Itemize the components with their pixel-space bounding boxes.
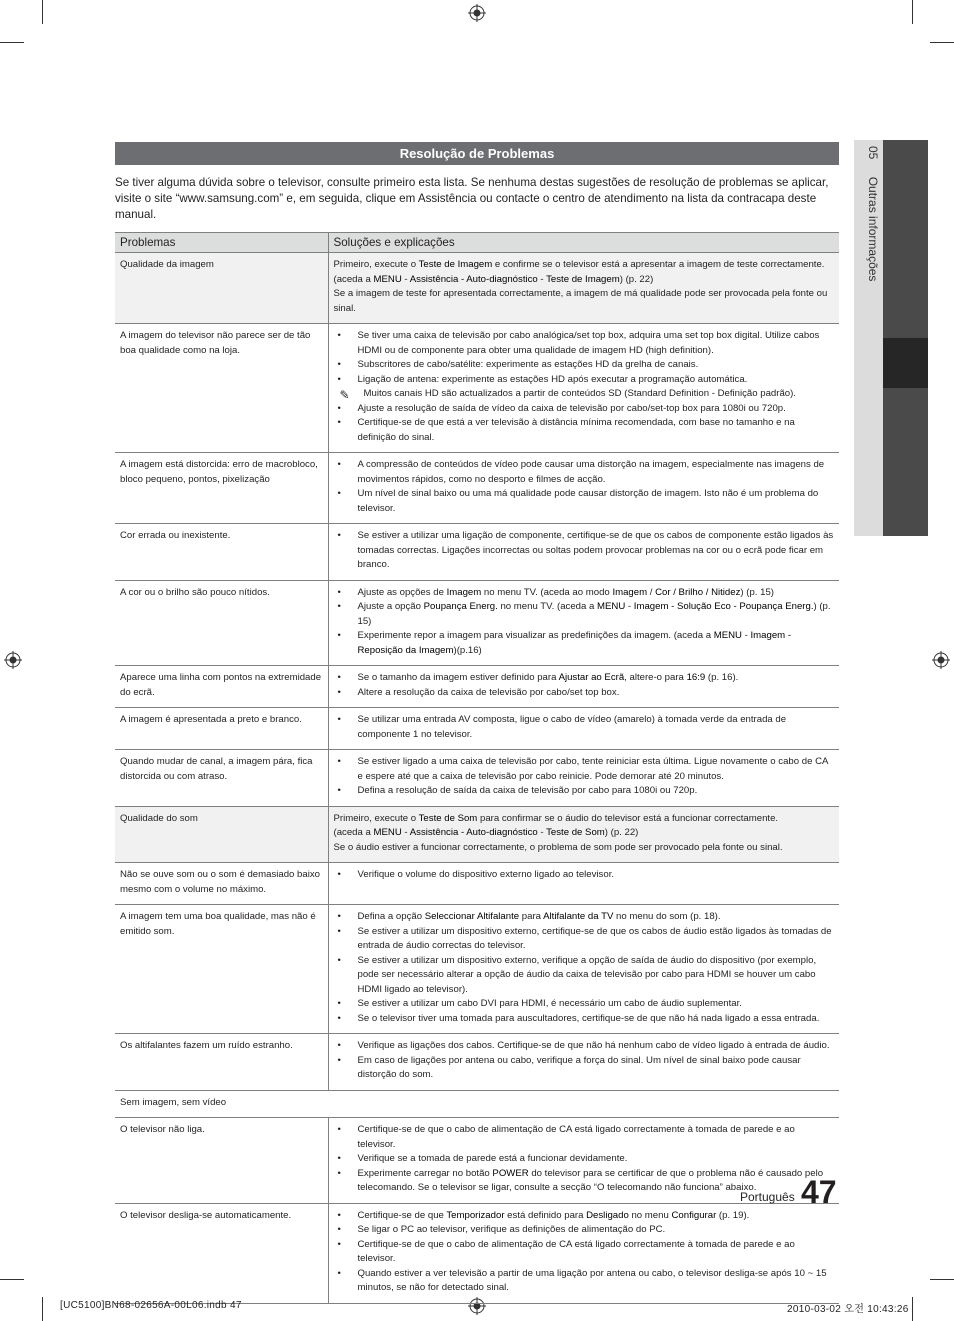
solution-cell — [328, 1203, 839, 1303]
text: no menu — [628, 1209, 672, 1221]
text: está definido para — [504, 1209, 587, 1221]
text: Certifique-se de que — [357, 1209, 447, 1221]
bold-text: MENU — [373, 827, 402, 838]
problem-cell: Aparece uma linha com pontos na extremidade do ecrã. — [115, 666, 328, 708]
text: Defina a opção — [357, 911, 425, 922]
list-item: • Verifique o volume do dispositivo externo ligado ao televisor. — [334, 868, 835, 883]
solution-cell — [328, 1034, 839, 1091]
solution-cell — [328, 253, 839, 324]
bold-text: MENU — [713, 630, 742, 641]
list-item: • Subscritores de cabo/satélite: experimente as estações HD da grelha de canais. — [334, 358, 835, 373]
list-item: • Defina a resolução de saída da caixa de televisão por cabo para 1080i ou 720p. — [334, 784, 835, 799]
bold-text: Imagem — [446, 586, 482, 598]
note-item — [334, 387, 835, 402]
solution-cell — [328, 806, 839, 863]
text: para — [519, 911, 544, 922]
crop-mark — [42, 1297, 43, 1321]
text: )(p.16) — [453, 644, 482, 656]
text: (aceda a — [333, 273, 374, 285]
list-item — [334, 671, 835, 686]
table-row — [115, 905, 839, 1034]
text: no menu TV. (aceda a — [497, 601, 597, 612]
list-item: • Certifique-se de que o cabo de alimentação de CA está ligado correctamente à tomada de parede e ao televisor. — [334, 1123, 835, 1152]
text: Ajuste a opção — [357, 601, 424, 612]
text: do televisor para se certificar de que o problema não é causado pelo telecomando. Se o televisor se ligar, consulte a secção “O telecomando não funciona” abaixo. — [357, 1167, 824, 1193]
chapter-number: 05 — [866, 146, 880, 160]
text: / — [647, 586, 656, 598]
text: no menu do som (p. 18). — [613, 911, 721, 922]
text: - — [401, 273, 410, 285]
text: (aceda a — [333, 827, 374, 838]
bold-text: Teste de Imagem — [418, 259, 493, 270]
list-item: • Certifique-se de que está a ver televisão à distância mínima recomendada, com base no tamanho e na definição do sinal. — [334, 416, 835, 445]
text: - — [401, 827, 410, 838]
text: Se o tamanho da imagem estiver definido para — [357, 672, 559, 683]
solution-cell — [328, 905, 839, 1034]
list-item: • Altere a resolução da caixa de televisão por cabo/set top box. — [334, 686, 835, 701]
list-item: • Se estiver a utilizar uma ligação de componente, certifique-se de que os cabos de componente estão ligados às tomadas correctas. Ligações incorrectas ou soltas podem provocar problemas na cor ou o ecrã pode ficar em branco. — [334, 529, 835, 573]
text: Se a imagem de teste for apresentada correctamente, a imagem de má qualidade pode ser provocada pela fonte ou sinal. — [333, 288, 828, 314]
text: , altere-o para — [624, 672, 687, 683]
solution-cell — [328, 750, 839, 807]
problem-cell: Quando mudar de canal, a imagem pára, fica distorcida ou com atraso. — [115, 750, 328, 807]
list-item: • Se o televisor tiver uma tomada para auscultadores, certifique-se de que não há nada ligado a essa entrada. — [334, 1012, 835, 1027]
list-item: • Se tiver uma caixa de televisão por cabo analógica/set top box, adquira uma set top box digital. Utilize cabos HDMI ou de componente para obter uma qualidade de imagem HD (high definition). — [334, 329, 835, 358]
list-item — [334, 1209, 835, 1224]
list-item: • Ligação de antena: experimente as estações HD após executar a programação automática. — [334, 373, 835, 388]
problem-cell: Qualidade da imagem — [115, 253, 328, 324]
bold-text: MENU — [373, 273, 402, 285]
text: (p. 16). — [705, 672, 739, 683]
bold-text: POWER — [492, 1167, 529, 1179]
list-item: • Verifique as ligações dos cabos. Certifique-se de que não há nenhum cabo de vídeo ligado à entrada de áudio. — [334, 1039, 835, 1054]
chapter-tab-marker — [883, 338, 928, 388]
list-item: • Se estiver a utilizar um dispositivo externo, verifique a opção de saída de áudio do dispositivo (por exemplo, pode ser necessário alterar a opção de áudio da caixa de televisão por cabo para HDMI se houver um cabo HDMI ligado ao televisor). — [334, 954, 835, 998]
crop-mark — [912, 0, 913, 24]
text: Primeiro, execute o — [333, 259, 419, 270]
section-heading-cell: Sem imagem, sem vídeo — [115, 1090, 839, 1118]
problem-cell: Não se ouve som ou o som é demasiado baixo mesmo com o volume no máximo. — [115, 863, 328, 905]
bold-text: Imagem — [612, 586, 648, 598]
print-file-info: [UC5100]BN68-02656A-00L06.indb 47 — [60, 1300, 242, 1311]
column-header-problems: Problemas — [115, 233, 328, 253]
text: - — [537, 827, 547, 838]
table-row — [115, 708, 839, 750]
intro-paragraph: Se tiver alguma dúvida sobre o televisor, consulte primeiro esta lista. Se nenhuma destas sugestões de resolução de problemas se aplicar, visite o site “www.samsung.com” e, em seguida, clique em Assistência ou contacte o centro de atendimento na lista da contracapa deste manual. — [115, 176, 829, 221]
problem-cell: A cor ou o brilho são pouco nítidos. — [115, 580, 328, 666]
problem-cell: Cor errada ou inexistente. — [115, 524, 328, 581]
crop-mark — [0, 1279, 24, 1280]
problem-cell: O televisor desliga-se automaticamente. — [115, 1203, 328, 1303]
note-text: Muitos canais HD são actualizados a partir de conteúdos SD (Standard Definition - Definição padrão). — [363, 388, 796, 399]
problem-cell: A imagem é apresentada a preto e branco. — [115, 708, 328, 750]
text: - — [537, 273, 547, 285]
page-language: Português — [740, 1190, 795, 1204]
column-header-solutions: Soluções e explicações — [328, 233, 839, 253]
solution-cell — [328, 324, 839, 453]
text: ) (p. 22) — [619, 273, 654, 285]
table-row — [115, 580, 839, 666]
pencil-note-icon: ✎ — [339, 388, 350, 402]
table-row — [115, 1203, 839, 1303]
problem-cell: O televisor não liga. — [115, 1118, 328, 1204]
text: (p. 19). — [716, 1209, 750, 1221]
text: ) (p. 15) — [357, 601, 831, 627]
chapter-tab-bar — [883, 140, 928, 338]
crop-mark — [0, 42, 24, 43]
list-item: • Se utilizar uma entrada AV composta, ligue o cabo de vídeo (amarelo) à tomada verde da entrada de componente 1 no televisor. — [334, 713, 835, 742]
crop-mark — [930, 1279, 954, 1280]
section-title: Resolução de Problemas — [115, 142, 839, 165]
solution-cell — [328, 580, 839, 666]
crop-mark — [930, 42, 954, 43]
list-item: • Em caso de ligações por antena ou cabo, verifique a força do sinal. Um nível de sinal baixo pode causar distorção do som. — [334, 1054, 835, 1083]
bold-text: Ajustar ao Ecrã — [558, 672, 625, 683]
solution-cell — [328, 708, 839, 750]
registration-mark-icon — [932, 651, 950, 669]
crop-mark — [42, 0, 43, 24]
troubleshooting-table — [115, 232, 839, 1304]
table-row — [115, 253, 839, 324]
text: ) (p. 15) — [740, 586, 774, 598]
table-row — [115, 1118, 839, 1204]
table-row — [115, 806, 839, 863]
list-item: • Se ligar o PC ao televisor, verifique as definições de alimentação do PC. — [334, 1223, 835, 1238]
list-item: • Quando estiver a ver televisão a partir de uma ligação por antena ou cabo, o televisor desliga-se após 10 ~ 15 minutos, se não for detectado sinal. — [334, 1267, 835, 1296]
text: e confirme se o televisor está a apresentar a imagem de teste correctamente. — [492, 259, 825, 270]
bold-text: Teste de Imagem — [546, 273, 620, 285]
crop-mark — [912, 1297, 913, 1321]
print-date-info: 2010-03-02 오전 10:43:26 — [787, 1304, 909, 1315]
problem-cell: Qualidade do som — [115, 806, 328, 863]
bold-text: Teste de Som — [418, 812, 478, 824]
table-header — [115, 233, 839, 253]
solution-cell — [328, 524, 839, 581]
list-item: • Um nível de sinal baixo ou uma má qualidade pode causar distorção de imagem. Isto não é um problema do televisor. — [334, 487, 835, 516]
text: - — [741, 630, 751, 641]
list-item: • Se estiver a utilizar um dispositivo externo, certifique-se de que os cabos de áudio estão ligados às tomadas de entrada de áudio correctas do televisor. — [334, 925, 835, 954]
problem-cell: Os altifalantes fazem um ruído estranho. — [115, 1034, 328, 1091]
bold-text: Seleccionar Altifalante — [424, 911, 520, 922]
chapter-tab-bar — [883, 388, 928, 536]
registration-mark-icon — [4, 651, 22, 669]
bold-text: Assistência - Auto-diagnóstico — [409, 273, 538, 285]
bold-text: Imagem - Reposição da Imagem — [357, 630, 792, 656]
text: Experimente carregar no botão — [357, 1167, 493, 1179]
solution-cell — [328, 863, 839, 905]
problem-cell: A imagem do televisor não parece ser de tão boa qualidade como na loja. — [115, 324, 328, 453]
table-section-row — [115, 1090, 839, 1118]
bold-text: Imagem - Solução Eco - Poupança Energ. — [633, 601, 814, 612]
page-number: 47 — [801, 1174, 837, 1210]
chapter-name: Outras informações — [866, 176, 880, 282]
text: Ajuste as opções de — [357, 586, 447, 598]
bold-text: Poupança Energ. — [423, 601, 498, 612]
list-item: • Se estiver a utilizar um cabo DVI para HDMI, é necessário um cabo de áudio suplementar. — [334, 997, 835, 1012]
table-row — [115, 453, 839, 524]
bold-text: Teste de Som — [546, 827, 605, 838]
list-item: • Se estiver ligado a uma caixa de televisão por cabo, tente reiniciar esta última. Ligue novamente o cabo de CA e espere até que a caixa de televisão por cabo reinicie. Pode demorar até 20 minutos. — [334, 755, 835, 784]
text: ) (p. 22) — [604, 827, 639, 838]
list-item — [334, 910, 835, 925]
text: para confirmar se o áudio do televisor está a funcionar correctamente. — [477, 812, 779, 824]
list-item: • A compressão de conteúdos de vídeo pode causar uma distorção na imagem, especialmente nas imagens de movimentos rápidos, como no desporto e filmes de acção. — [334, 458, 835, 487]
bold-text: Cor / Brilho / Nitidez — [655, 586, 741, 598]
list-item: • Verifique se a tomada de parede está a funcionar devidamente. — [334, 1152, 835, 1167]
list-item — [334, 586, 835, 601]
table-row — [115, 524, 839, 581]
solution-cell — [328, 666, 839, 708]
list-item: • Ajuste a resolução de saída de vídeo da caixa de televisão por cabo/set-top box para 1080i ou 720p. — [334, 402, 835, 417]
registration-mark-icon — [468, 4, 486, 22]
bold-text: MENU — [597, 601, 626, 612]
bold-text: 16:9 — [686, 672, 706, 683]
problem-cell: A imagem tem uma boa qualidade, mas não é emitido som. — [115, 905, 328, 1034]
list-item — [334, 600, 835, 629]
list-item — [334, 629, 835, 658]
list-item: • Certifique-se de que o cabo de alimentação de CA está ligado correctamente à tomada de parede e ao televisor. — [334, 1238, 835, 1267]
table-row — [115, 750, 839, 807]
bold-text: Assistência - Auto-diagnóstico — [409, 827, 538, 838]
table-row — [115, 666, 839, 708]
text: Primeiro, execute o — [333, 812, 419, 824]
solution-cell — [328, 453, 839, 524]
text: Experimente repor a imagem para visualizar as predefinições da imagem. (aceda a — [357, 630, 714, 641]
text: Se o áudio estiver a funcionar correctamente, o problema de som pode ser provocado pela fonte ou sinal. — [333, 841, 783, 853]
problem-cell: A imagem está distorcida: erro de macrobloco, bloco pequeno, pontos, pixelização — [115, 453, 328, 524]
bold-text: Desligado — [586, 1209, 629, 1221]
text: - — [625, 601, 634, 612]
text: no menu TV. (aceda ao modo — [481, 586, 613, 598]
bold-text: Temporizador — [446, 1209, 505, 1221]
chapter-label — [858, 146, 880, 346]
bold-text: Configurar — [671, 1209, 717, 1221]
bold-text: Altifalante da TV — [543, 911, 614, 922]
table-row — [115, 324, 839, 453]
table-row — [115, 863, 839, 905]
table-row — [115, 1034, 839, 1091]
